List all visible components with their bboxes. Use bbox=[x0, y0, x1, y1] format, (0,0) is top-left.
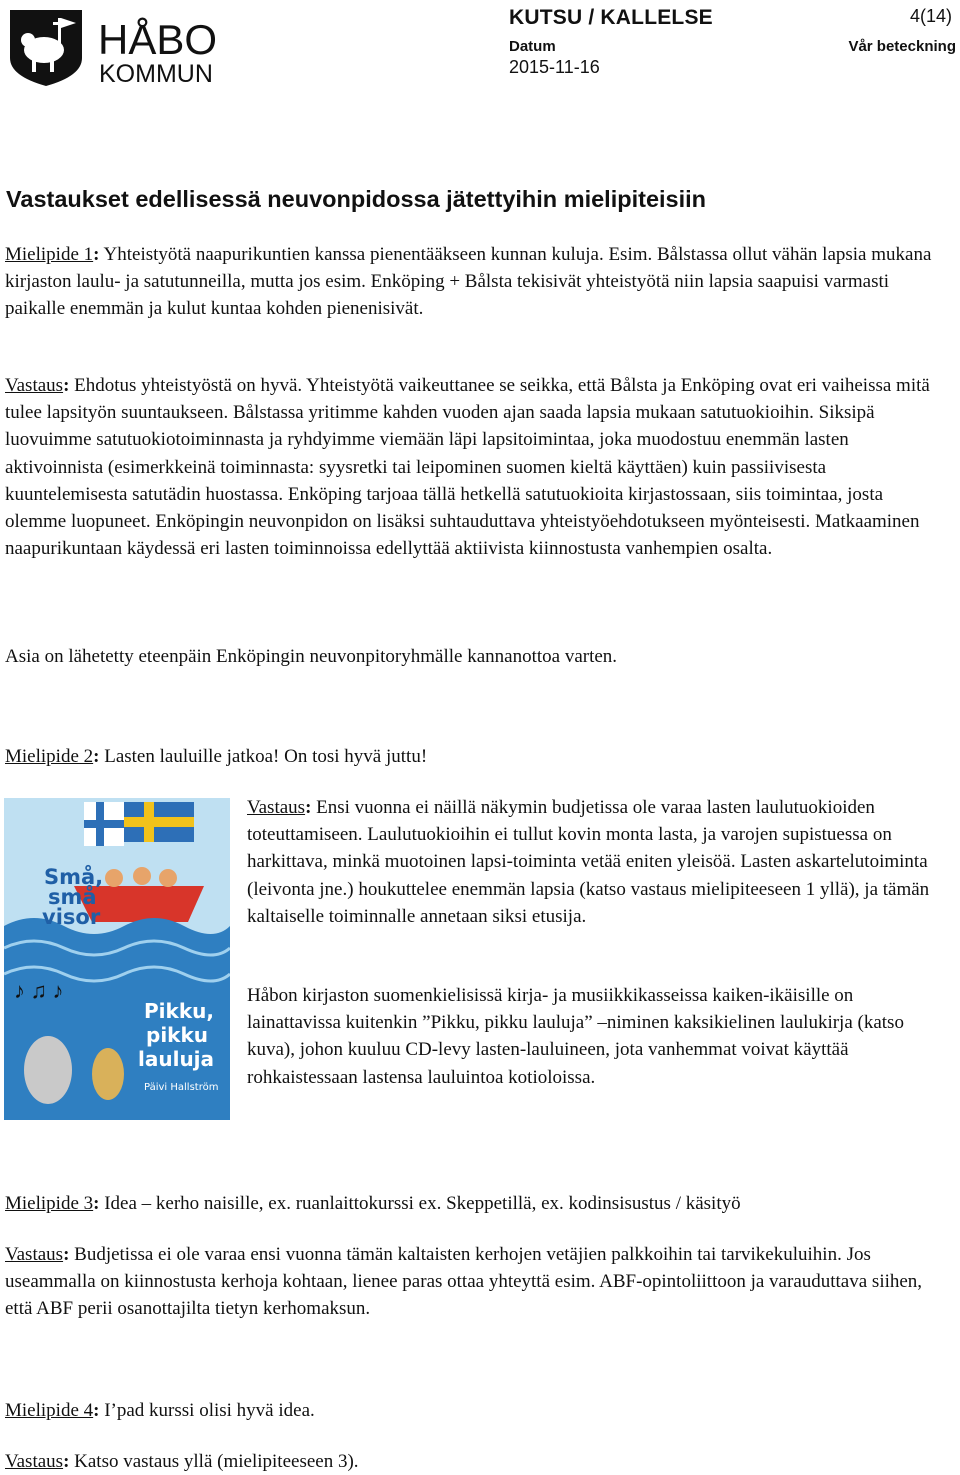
book-title-sv-2: små bbox=[48, 885, 97, 909]
book-title-fi-2: pikku bbox=[146, 1023, 209, 1047]
answer-2-label: Vastaus bbox=[247, 797, 306, 818]
opinion-4: Mielipide 4: I’pad kurssi olisi hyvä idea. bbox=[5, 1400, 315, 1421]
logo-habo-text: HÅBO bbox=[98, 16, 218, 63]
book-title-sv-1: Små, bbox=[44, 865, 104, 889]
book-title-fi-3: lauluja bbox=[138, 1047, 215, 1071]
answer-1-label: Vastaus bbox=[5, 375, 64, 396]
opinion-4-text: I’pad kurssi olisi hyvä idea. bbox=[99, 1400, 315, 1421]
opinion-1-text: Yhteistyötä naapurikuntien kanssa pienentääkseen kunnan kuluja. Esim. Bålstassa ollut vähän lapsia mukana kirjaston laulu- ja satutunneilla, mutta jos esim. Enköping + Bålsta tekisivät yhteistyötä niin lapsia saapuisi varmasti paikalle enemmän ja kulut kuntaa kohden pienenisivät. bbox=[5, 244, 932, 320]
opinion-3-text: Idea – kerho naisille, ex. ruanlaittokurssi ex. Skeppetillä, ex. kodinsisustus / käsityö bbox=[99, 1193, 741, 1214]
opinion-1-label: Mielipide 1 bbox=[5, 244, 94, 265]
habo-library-note: Håbon kirjaston suomenkielisissä kirja- ja musiikkikasseissa kaiken-ikäisille on lainattavissa kuitenkin ”Pikku, pikku lauluja” –niminen kaksikielinen laulukirja (katso kuva), johon kuuluu CD-levy lasten-lauluineen, jota vanhemmat voivat käyttää rohkaistessaan lastensa lauluintoa kotioloissa. bbox=[247, 985, 904, 1088]
habo-kommun-logo bbox=[6, 4, 232, 88]
reference-label: Vår beteckning bbox=[848, 38, 956, 55]
answer-1-text: Ehdotus yhteistyöstä on hyvä. Yhteistyötä vaikeuttanee se seikka, että Bålsta ja Enköping ovat eri vaiheissa mitä tulee lapsityön suuntaukseen. Bålstassa yritimme kahden vuoden ajan saada lapsia mukaan satutuokioihin. Siksipä luovuimme satutuokiotoiminnasta ja ryhdyimme viemään läpi lapsitoimintaa, joka muodostuu enemmän lasten aktivoinnista (esimerkkeinä toiminnasta: syysretki tai leipominen suomen kieltä käyttäen) kuin passiivisesta kuuntelemisesta satutädin huostassa. Enköping tarjoaa tällä hetkellä satutuokioita kirjastossaan, siis toimintaa, josta olemme luopuneet. Enköpingin neuvonpidon on lisäksi suhtauduttava yhteistyöehdotukseen myönteisesti. Matkaaminen naapurikuntaan käydessä eri lasten toiminnoissa edellyttää aktiivista kiinnostusta vanhempien osalta. bbox=[5, 375, 930, 560]
lamb-emblem-icon bbox=[10, 10, 82, 86]
opinion-1: Mielipide 1: Yhteistyötä naapurikuntien kanssa pienentääkseen kunnan kuluja. Esim. Bålstassa ollut vähän lapsia mukana kirjaston laulu- ja satutunneilla, mutta jos esim. Enköping + Bålsta tekisivät yhteistyötä niin lapsia saapuisi varmasti paikalle enemmän ja kulut kuntaa kohden pienenisivät. bbox=[5, 244, 932, 320]
flag-icon bbox=[84, 802, 194, 846]
answer-4-label: Vastaus bbox=[5, 1451, 64, 1472]
opinion-2-label: Mielipide 2 bbox=[5, 746, 94, 767]
music-note-icon: ♪ ♫ ♪ bbox=[14, 978, 64, 1003]
book-title-fi-1: Pikku, bbox=[144, 999, 214, 1023]
fish-icon bbox=[24, 1036, 72, 1104]
answer-4: Vastaus: Katso vastaus yllä (mielipiteeseen 3). bbox=[5, 1451, 359, 1472]
answer-1: Vastaus: Ehdotus yhteistyöstä on hyvä. Yhteistyötä vaikeuttanee se seikka, että Bålsta ja Enköping ovat eri vaiheissa mitä tulee lapsityön suuntaukseen. Bålstassa yritimme kahden vuoden ajan saada lapsia mukaan satutuokioihin. Siksipä luovuimme satutuokiotoiminnasta ja ryhdyimme viemään läpi lapsitoimintaa, joka muodostuu enemmän lasten aktivoinnista (esimerkkeinä toiminnasta: syysretki tai leipominen suomen kieltä käyttäen) kuin passiivisesta kuuntelemisesta satutädin huostassa. Enköping tarjoaa tällä hetkellä satutuokioita kirjastossaan, siis toimintaa, josta olemme luopuneet. Enköpingin neuvonpidon on lisäksi suhtauduttava yhteistyöehdotukseen myönteisesti. Matkaaminen naapurikuntaan käydessä eri lasten toiminnoissa edellyttää aktiivista kiinnostusta vanhempien osalta. bbox=[5, 375, 930, 560]
page-number: 4(14) bbox=[909, 6, 952, 26]
forwarded-note: Asia on lähetetty eteenpäin Enköpingin neuvonpitoryhmälle kannanottoa varten. bbox=[5, 646, 618, 667]
book-author: Päivi Hallström bbox=[144, 1082, 219, 1093]
opinion-2-text: Lasten lauluille jatkoa! On tosi hyvä juttu! bbox=[99, 746, 428, 767]
answer-3-label: Vastaus bbox=[5, 1244, 64, 1265]
date-label: Datum bbox=[509, 38, 556, 55]
answer-2: Vastaus: Ensi vuonna ei näillä näkymin budjetissa ole varaa lasten laulutuokioiden toteuttamiseen. Laulutuokioihin ei tullut kovin monta lasta, ja varojen supistuessa on harkittava, minkä muotoinen lapsi-toiminta vetää eniten yleisöä. Lasten askartelutoiminta (leivonta jne.) houkuttelee enemmän lapsia (katso vastaus mielipiteeseen 1 yllä), ja tämän kaltaiselle toiminnalle annetaan siksi etusija. bbox=[247, 797, 930, 927]
document-type: KUTSU / KALLELSE bbox=[509, 6, 713, 29]
answer-3: Vastaus: Budjetissa ei ole varaa ensi vuonna tämän kaltaisten kerhojen vetäjien palkkoihin tai tarvikekuluihin. Jos useammalla on kiinnostusta kerhoja kohtaan, lienee paras ottaa yhteyttä esim. ABF-opintoliittoon ja varauduttava siihen, että ABF perii osanottajilta tietyn kerhomaksun. bbox=[5, 1244, 923, 1320]
opinion-3: Mielipide 3: Idea – kerho naisille, ex. ruanlaittokurssi ex. Skeppetillä, ex. kodinsisustus / käsityö bbox=[5, 1193, 741, 1214]
answer-3-text: Budjetissa ei ole varaa ensi vuonna tämän kaltaisten kerhojen vetäjien palkkoihin tai tarvikekuluihin. Jos useammalla on kiinnostusta kerhoja kohtaan, lienee paras ottaa yhteyttä esim. ABF-opintoliittoon ja varauduttava siihen, että ABF perii osanottajilta tietyn kerhomaksun. bbox=[5, 1244, 923, 1320]
book-title-sv-3: visor bbox=[42, 905, 101, 929]
book-cover-image bbox=[4, 798, 230, 1120]
opinion-3-label: Mielipide 3 bbox=[5, 1193, 94, 1214]
answer-4-text: Katso vastaus yllä (mielipiteeseen 3). bbox=[69, 1451, 359, 1472]
answer-2-text: Ensi vuonna ei näillä näkymin budjetissa ole varaa lasten laulutuokioiden toteuttamiseen. Laulutuokioihin ei tullut kovin monta lasta, ja varojen supistuessa on harkittava, minkä muotoinen lapsi-toiminta vetää eniten yleisöä. Lasten askartelutoiminta (leivonta jne.) houkuttelee enemmän lapsia (katso vastaus mielipiteeseen 1 yllä), ja tämän kaltaiselle toiminnalle annetaan siksi etusija. bbox=[247, 797, 930, 927]
opinion-4-label: Mielipide 4 bbox=[5, 1400, 94, 1421]
page-title: Vastaukset edellisessä neuvonpidossa jätettyihin mielipiteisiin bbox=[6, 186, 707, 212]
opinion-2: Mielipide 2: Lasten lauluille jatkoa! On tosi hyvä juttu! bbox=[5, 746, 428, 767]
date-value: 2015-11-16 bbox=[509, 57, 600, 77]
logo-kommun-text: KOMMUN bbox=[99, 60, 213, 88]
